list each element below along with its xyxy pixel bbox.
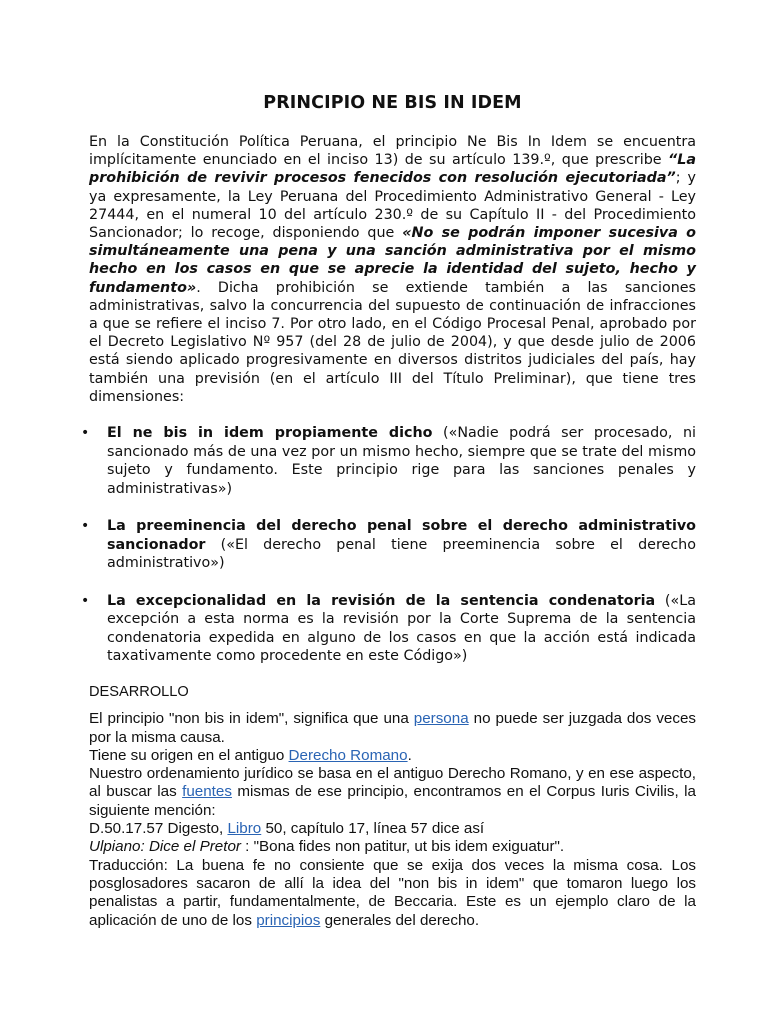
bullet-icon: • <box>81 592 90 609</box>
desarrollo-sentence-2 <box>89 747 696 765</box>
intro-quote-constitution: “La prohibición de revivir procesos fenecidos con resolución ejecutoriada” <box>89 152 696 187</box>
fuentes-link[interactable]: fuentes <box>182 783 232 801</box>
intro-paragraph <box>89 133 696 406</box>
text: . <box>407 746 412 764</box>
intro-text-2: ; y ya expresamente, la Ley Peruana del Procedimiento Administrativo General - Ley 27444, en el numeral 10 del artículo 230.º de su Capítulo II - del Procedimiento Sancionador; lo recoge, disponiendo que <box>89 170 697 242</box>
text: mismas de ese principio, encontramos en el Corpus Iuris Civilis, la siguiente mención: <box>89 783 696 819</box>
desarrollo-sentence-5 <box>89 838 696 856</box>
list-item-text: («La excepción a esta norma es la revisión por la Corte Suprema de la sentencia condenatoria expedida en alguno de los casos en que la acción está indicada taxativamente como procedente en este Código») <box>107 592 696 664</box>
text: El principio "non bis in idem", significa que una <box>89 710 414 728</box>
persona-link[interactable]: persona <box>413 710 469 728</box>
text: Tiene su origen en el antiguo <box>89 746 289 764</box>
dimensions-list <box>81 424 696 685</box>
desarrollo-sentence-4 <box>89 820 696 838</box>
text: Traducción: La buena fe no consiente que se exija dos veces la misma cosa. Los posglosadores sacaron de allí la idea del "non bis in idem" que tomaron luego los penalistas a partir, fundamentalmente, de Beccaria. Este es un ejemplo claro de la aplicación de uno de los <box>89 856 696 929</box>
text: 50, capítulo 17, línea 57 dice así <box>261 820 485 838</box>
list-item-heading: La excepcionalidad en la revisión de la sentencia condenatoria <box>107 592 656 609</box>
text: Nuestro ordenamiento jurídico se basa en el antiguo Derecho Romano, y en ese aspecto, al buscar las <box>89 765 696 801</box>
section-heading: DESARROLLO <box>89 684 189 700</box>
list-item-heading: La preeminencia del derecho penal sobre el derecho administrativo sancionador <box>107 518 696 553</box>
desarrollo-section <box>89 683 696 930</box>
list-item <box>81 517 696 573</box>
libro-link[interactable]: Libro <box>227 820 262 838</box>
text: D.50.17.57 Digesto, <box>89 820 228 838</box>
list-item <box>81 592 696 666</box>
list-item-text: («El derecho penal tiene preeminencia sobre el derecho administrativo») <box>107 536 696 571</box>
document-title: PRINCIPIO NE BIS IN IDEM <box>263 93 522 113</box>
intro-text-1: En la Constitución Política Peruana, el principio Ne Bis In Idem se encuentra implícitamente enunciado en el inciso 13) de su artículo 139.º, que prescribe <box>89 134 696 169</box>
desarrollo-sentence-3 <box>89 765 696 820</box>
desarrollo-sentence-6 <box>89 857 696 930</box>
list-item-heading: El ne bis in idem propiamente dicho <box>107 425 433 441</box>
intro-quote-ley: «No se podrán imponer sucesiva o simultáneamente una pena y una sanción administrativa por el mismo hecho en los casos en que se aprecie la identidad del sujeto, hecho y fundamento» <box>89 225 696 296</box>
text: no puede ser juzgada dos veces por la misma causa. <box>89 710 697 746</box>
intro-text-3: . Dicha prohibición se extiende también a las sanciones administrativas, salvo la concurrencia del supuesto de continuación de infracciones a que se refiere el inciso 7. Por otro lado, en el Código Procesal Penal, aprobado por el Decreto Legislativo Nº 957 (del 28 de julio de 2004), y que desde julio de 2006 está siendo aplicado progresivamente en diversos distritos judiciales del país, hay también una previsión (en el artículo III del Título Preliminar), que tiene tres dimensiones: <box>89 279 696 405</box>
derecho-romano-link[interactable]: Derecho Romano <box>288 746 408 764</box>
bullet-icon: • <box>81 425 90 441</box>
bullet-icon: • <box>81 518 90 534</box>
list-item-text: («Nadie podrá ser procesado, ni sancionado más de una vez por un mismo hecho, siempre que se trate del mismo sujeto y fundamento. Este principio rige para las sanciones penales y administrativas») <box>107 425 696 497</box>
text: : "Bona fides non patitur, ut bis idem exiguatur". <box>240 838 565 856</box>
desarrollo-sentence-1 <box>89 710 696 747</box>
text: generales del derecho. <box>320 911 480 929</box>
ulpiano-citation: Ulpiano: Dice el Pretor <box>89 838 241 856</box>
list-item <box>81 424 696 498</box>
principios-link[interactable]: principios <box>256 911 321 929</box>
